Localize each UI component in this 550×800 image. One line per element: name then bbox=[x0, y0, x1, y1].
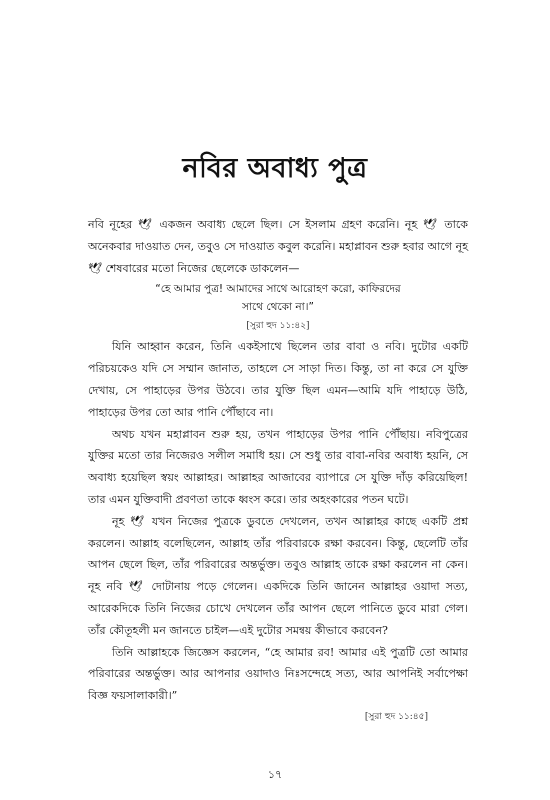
paragraph-5: তিনি আল্লাহকে জিজ্ঞেস করলেন, “হে আমার রব! আমার এই পুত্রটি তো আমার পরিবারের অন্তর্ভুক্ত। আর আপনার ওয়াদাও নিঃসন্দেহে সত্য, আর আপনিই সর্বাপেক্ষা বিজ্ঞ ফয়সালাকারী।” bbox=[88, 645, 468, 703]
quote-line-1: “হে আমার পুত্র! আমাদের সাথে আরোহণ করো, কাফিরদের bbox=[155, 283, 401, 296]
paragraph-3: অথচ যখন মহাপ্লাবন শুরু হয়, তখন পাহাড়ের উপর পানি পৌঁছায়। নবিপুত্রের যুক্তির মতো তার নিজেরও সলীল সমাধি হয়। সে শুধু তার বাবা-নবির অবাধ্য হয়নি, সে অবাধ্য হয়েছিল স্বয়ং আল্লাহর। আল্লাহর আজাবের ব্যাপারে সে যুক্তি দাঁড় করিয়েছিল! তার এমন যুক্তিবাদী প্রবণতা তাকে ধ্বংস করে। তার অহংকারের পতন ঘটে। bbox=[88, 427, 468, 506]
quote-line-2: সাথে থেকো না।” bbox=[242, 301, 314, 314]
page-number: ১৭ bbox=[267, 768, 283, 781]
quran-quote bbox=[88, 280, 468, 316]
closing-reference: [সুরা হুদ ১১:৪৫] bbox=[364, 711, 428, 722]
chapter-body bbox=[88, 214, 468, 727]
paragraph-2: যিনি আহ্বান করেন, তিনি একইসাথে ছিলেন তার বাবা ও নবি। দুটোর একটি পরিচয়কেও যদি সে সম্মান জানাত, তাহলে সে সাড়া দিত। কিন্তু, তা না করে সে যুক্তি দেখায়, সে পাহাড়ের উপর উঠবে। তার যুক্তি ছিল এমন—আমি যদি পাহাড়ে উঠি, পাহাড়ের উপর তো আর পানি পৌঁছাবে না। bbox=[88, 340, 468, 419]
paragraph-4: নূহ 🕊 যখন নিজের পুত্রকে ডুবতে দেখলেন, তখন আল্লাহর কাছে একটি প্রশ্ন করলেন। আল্লাহ বলেছিলেন, আল্লাহ তাঁর পরিবারকে রক্ষা করবেন। কিন্তু, ছেলেটি তাঁর আপন ছেলে ছিল, তাঁর পরিবারের অন্তর্ভুক্ত। তবুও আল্লাহ তাকে রক্ষা করলেন না কেন। নূহ নবি 🕊 দোটানায় পড়ে গেলেন। একদিকে তিনি জানেন আল্লাহর ওয়াদা সত্য, আরেকদিকে তিনি নিজের চোখে দেখলেন তাঁর আপন ছেলে পানিতে ডুবে মারা গেল। তাঁর কৌতূহলী মন জানতে চাইল—এই দুটোর সমন্বয় কীভাবে করবেন? bbox=[88, 514, 468, 637]
quote-reference: [সুরা হুদ ১১:৪২] bbox=[246, 321, 310, 332]
paragraph-1: নবি নূহের 🕊 একজন অবাধ্য ছেলে ছিল। সে ইসলাম গ্রহণ করেনি। নূহ 🕊 তাকে অনেকবার দাওয়াত দেন, তবুও সে দাওয়াত কবুল করেনি। মহাপ্লাবন শুরু হবার আগে নূহ 🕊 শেষবারের মতো নিজের ছেলেকে ডাকলেন— bbox=[88, 218, 468, 275]
chapter-title: নবির অবাধ্য পুত্র bbox=[182, 153, 368, 184]
